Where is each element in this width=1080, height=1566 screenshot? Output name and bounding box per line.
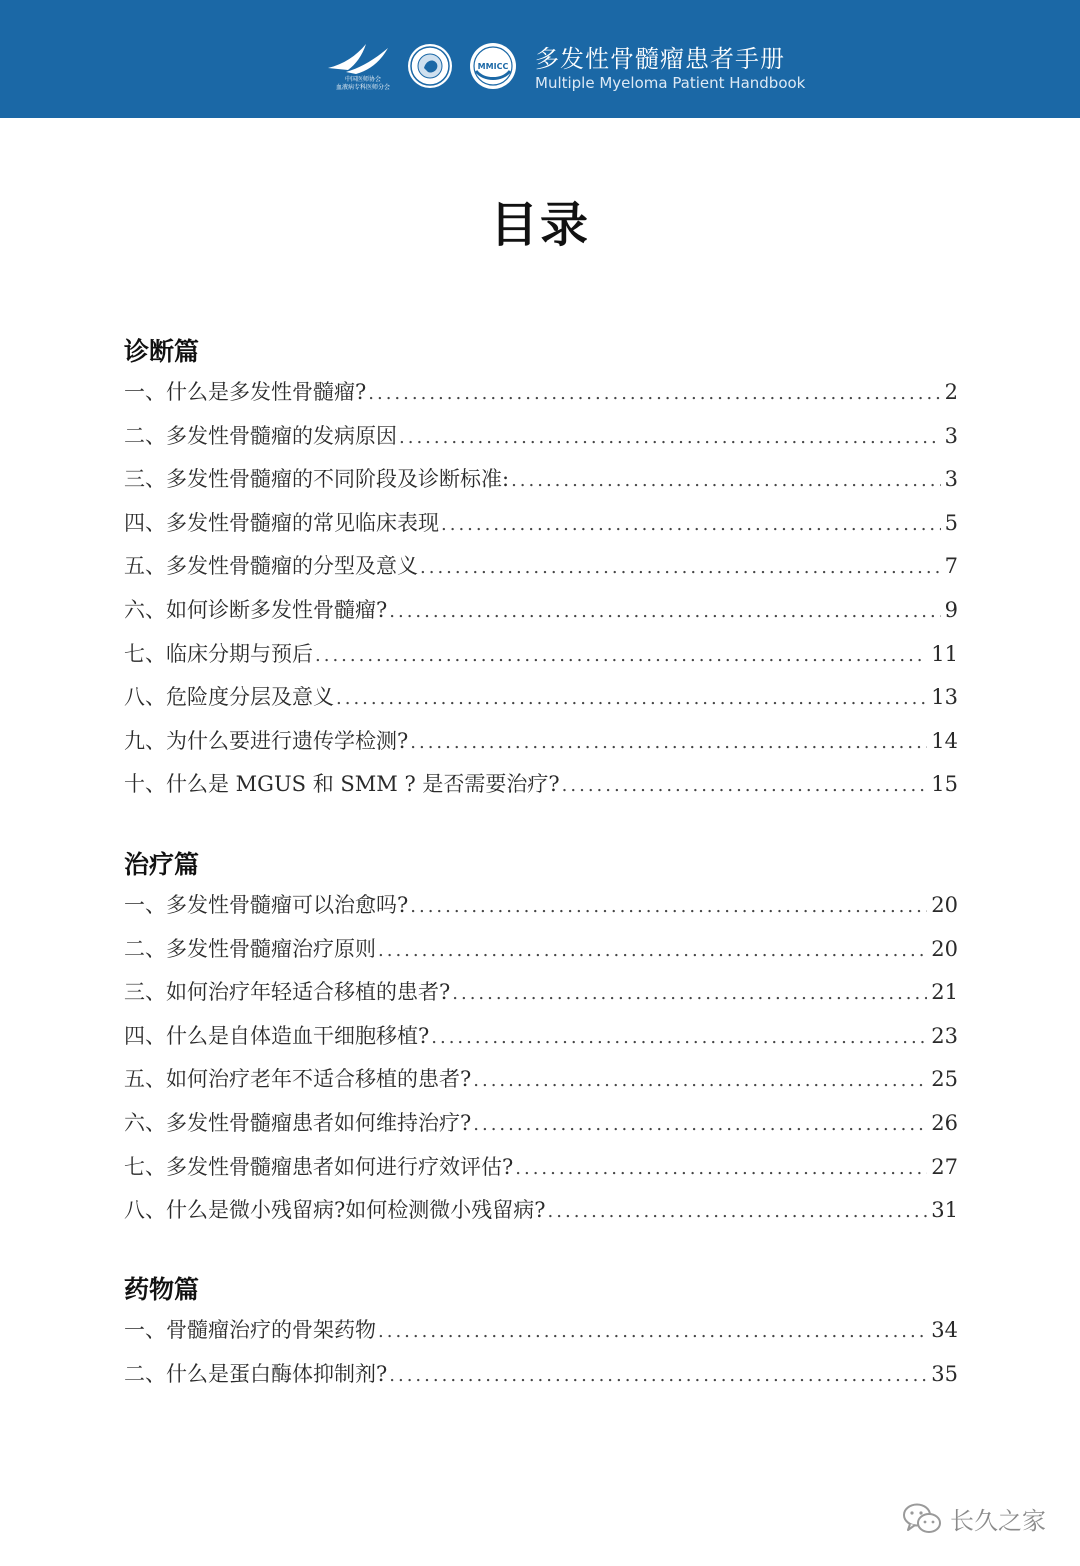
toc-entry-title: 一、多发性骨髓瘤可以治愈吗?: [124, 893, 409, 917]
toc-entry-title: 五、多发性骨髓瘤的分型及意义: [124, 554, 418, 579]
toc-entry[interactable]: [124, 1151, 958, 1195]
toc-entry-page-number: 5: [944, 510, 958, 535]
toc-entry-page-number: 3: [944, 423, 958, 448]
toc-entry-title: 七、临床分期与预后: [124, 641, 313, 666]
toc-entry-title: 一、骨髓瘤治疗的骨架药物: [124, 1318, 376, 1342]
dot-leader: [420, 557, 941, 578]
toc-entry[interactable]: [124, 1358, 958, 1402]
handbook-title-cn: 多发性骨髓瘤患者手册: [535, 45, 785, 73]
toc-entry-page-number: 21: [931, 980, 958, 1005]
seal-icon: [406, 42, 454, 90]
toc-entry-title: 二、多发性骨髓瘤治疗原则: [124, 936, 376, 961]
toc-entry-page-number: 2: [944, 380, 958, 404]
dot-leader: [378, 940, 927, 961]
handbook-title: [535, 44, 805, 92]
watermark-text: 长久之家: [950, 1507, 1046, 1535]
dot-leader: [548, 1201, 928, 1222]
toc-section: [124, 845, 958, 1238]
dot-leader: [410, 896, 927, 917]
section-heading: 诊断篇: [124, 337, 200, 366]
toc-entry[interactable]: [124, 681, 958, 725]
toc-entry[interactable]: [124, 550, 958, 594]
toc-entry-page-number: 23: [931, 1023, 958, 1048]
dot-leader: [368, 383, 940, 404]
toc-entry[interactable]: [124, 768, 958, 812]
dot-leader: [389, 1365, 927, 1386]
toc-entry-page-number: 26: [931, 1110, 958, 1135]
toc-entry-page-number: 25: [931, 1067, 958, 1092]
toc-entry-page-number: 13: [931, 685, 958, 710]
toc-entry-title: 三、如何治疗年轻适合移植的患者?: [124, 980, 451, 1005]
toc-entry-title: 一、什么是多发性骨髓瘤?: [124, 380, 367, 404]
association-logo-text: [328, 76, 398, 92]
toc-section: [124, 332, 958, 812]
toc-entry[interactable]: [124, 420, 958, 464]
page-title: 目录: [489, 197, 590, 253]
wechat-icon: [902, 1502, 942, 1536]
toc-entry-title: 三、多发性骨髓瘤的不同阶段及诊断标准:: [124, 467, 510, 492]
toc-entry[interactable]: [124, 376, 958, 420]
toc-entry-title: 九、为什么要进行遗传学检测?: [124, 728, 409, 753]
section-heading: 治疗篇: [124, 850, 200, 879]
toc-entry-page-number: 27: [931, 1154, 958, 1179]
dot-leader: [315, 645, 927, 666]
toc-entry-title: 六、多发性骨髓瘤患者如何维持治疗?: [124, 1110, 472, 1135]
toc-section: [124, 1270, 958, 1401]
toc-entry-page-number: 11: [931, 641, 958, 666]
toc-entry[interactable]: [124, 933, 958, 977]
logo-text-line-1: 中国医师协会: [344, 76, 381, 83]
toc-entry-title: 八、什么是微小残留病?如何检测微小残留病?: [124, 1198, 546, 1223]
toc-entry-title: 五、如何治疗老年不适合移植的患者?: [124, 1067, 472, 1092]
toc-entry[interactable]: [124, 1194, 958, 1238]
toc-entry-page-number: 3: [944, 467, 958, 492]
toc-entry[interactable]: [124, 507, 958, 551]
toc-entry[interactable]: [124, 463, 958, 507]
toc-entry[interactable]: [124, 889, 958, 933]
dot-leader: [473, 1070, 927, 1091]
watermark: [902, 1501, 1046, 1536]
toc-entry-page-number: 20: [931, 936, 958, 961]
association-logo: [326, 42, 390, 94]
dot-leader: [452, 983, 927, 1004]
toc-entry-title: 四、多发性骨髓瘤的常见临床表现: [124, 510, 439, 535]
header-banner: [0, 0, 1080, 118]
toc-entry[interactable]: [124, 1063, 958, 1107]
dot-leader: [515, 1158, 927, 1179]
dot-leader: [473, 1114, 927, 1135]
toc-entry[interactable]: [124, 1314, 958, 1358]
toc-entry-page-number: 7: [944, 554, 958, 579]
toc-entry-page-number: 35: [931, 1361, 958, 1386]
dot-leader: [378, 1321, 927, 1342]
toc-entry-title: 二、多发性骨髓瘤的发病原因: [124, 423, 397, 448]
mmicc-logo-icon: [468, 41, 518, 91]
dot-leader: [562, 775, 928, 796]
logo-group: [326, 40, 518, 96]
toc-entry-page-number: 34: [931, 1318, 958, 1342]
toc-entry-title: 七、多发性骨髓瘤患者如何进行疗效评估?: [124, 1154, 514, 1179]
toc-entry-title: 二、什么是蛋白酶体抑制剂?: [124, 1361, 388, 1386]
toc-entry[interactable]: [124, 976, 958, 1020]
dot-leader: [410, 732, 927, 753]
society-seal-logo: [406, 42, 454, 94]
toc-entry-page-number: 9: [944, 597, 958, 622]
toc-entry-title: 四、什么是自体造血干细胞移植?: [124, 1023, 430, 1048]
dot-leader: [431, 1027, 927, 1048]
dot-leader: [336, 688, 927, 709]
logo-text-line-2: 血液病专科医师分会: [335, 84, 390, 91]
dot-leader: [441, 514, 941, 535]
section-heading: 药物篇: [124, 1275, 200, 1304]
toc-entry[interactable]: [124, 638, 958, 682]
toc-entry-title: 八、危险度分层及意义: [124, 685, 334, 710]
handbook-title-en: Multiple Myeloma Patient Handbook: [535, 74, 806, 92]
toc-entry[interactable]: [124, 1020, 958, 1064]
toc-entry-page-number: 20: [931, 893, 958, 917]
dot-leader: [399, 427, 941, 448]
toc-entry[interactable]: [124, 1107, 958, 1151]
mmicc-logo-label: MMICC: [477, 62, 509, 71]
dot-leader: [389, 601, 940, 622]
dot-leader: [511, 470, 941, 491]
toc-entry-title: 十、什么是 MGUS 和 SMM ? 是否需要治疗?: [124, 772, 560, 797]
mmicc-logo: [468, 41, 518, 95]
toc-entry-page-number: 31: [931, 1198, 958, 1223]
association-logo-mark: [326, 42, 390, 76]
toc-entry-page-number: 14: [931, 728, 958, 753]
toc-entry[interactable]: [124, 725, 958, 769]
toc-entry-page-number: 15: [931, 772, 958, 797]
toc-entry[interactable]: [124, 594, 958, 638]
toc-entry-title: 六、如何诊断多发性骨髓瘤?: [124, 597, 388, 622]
